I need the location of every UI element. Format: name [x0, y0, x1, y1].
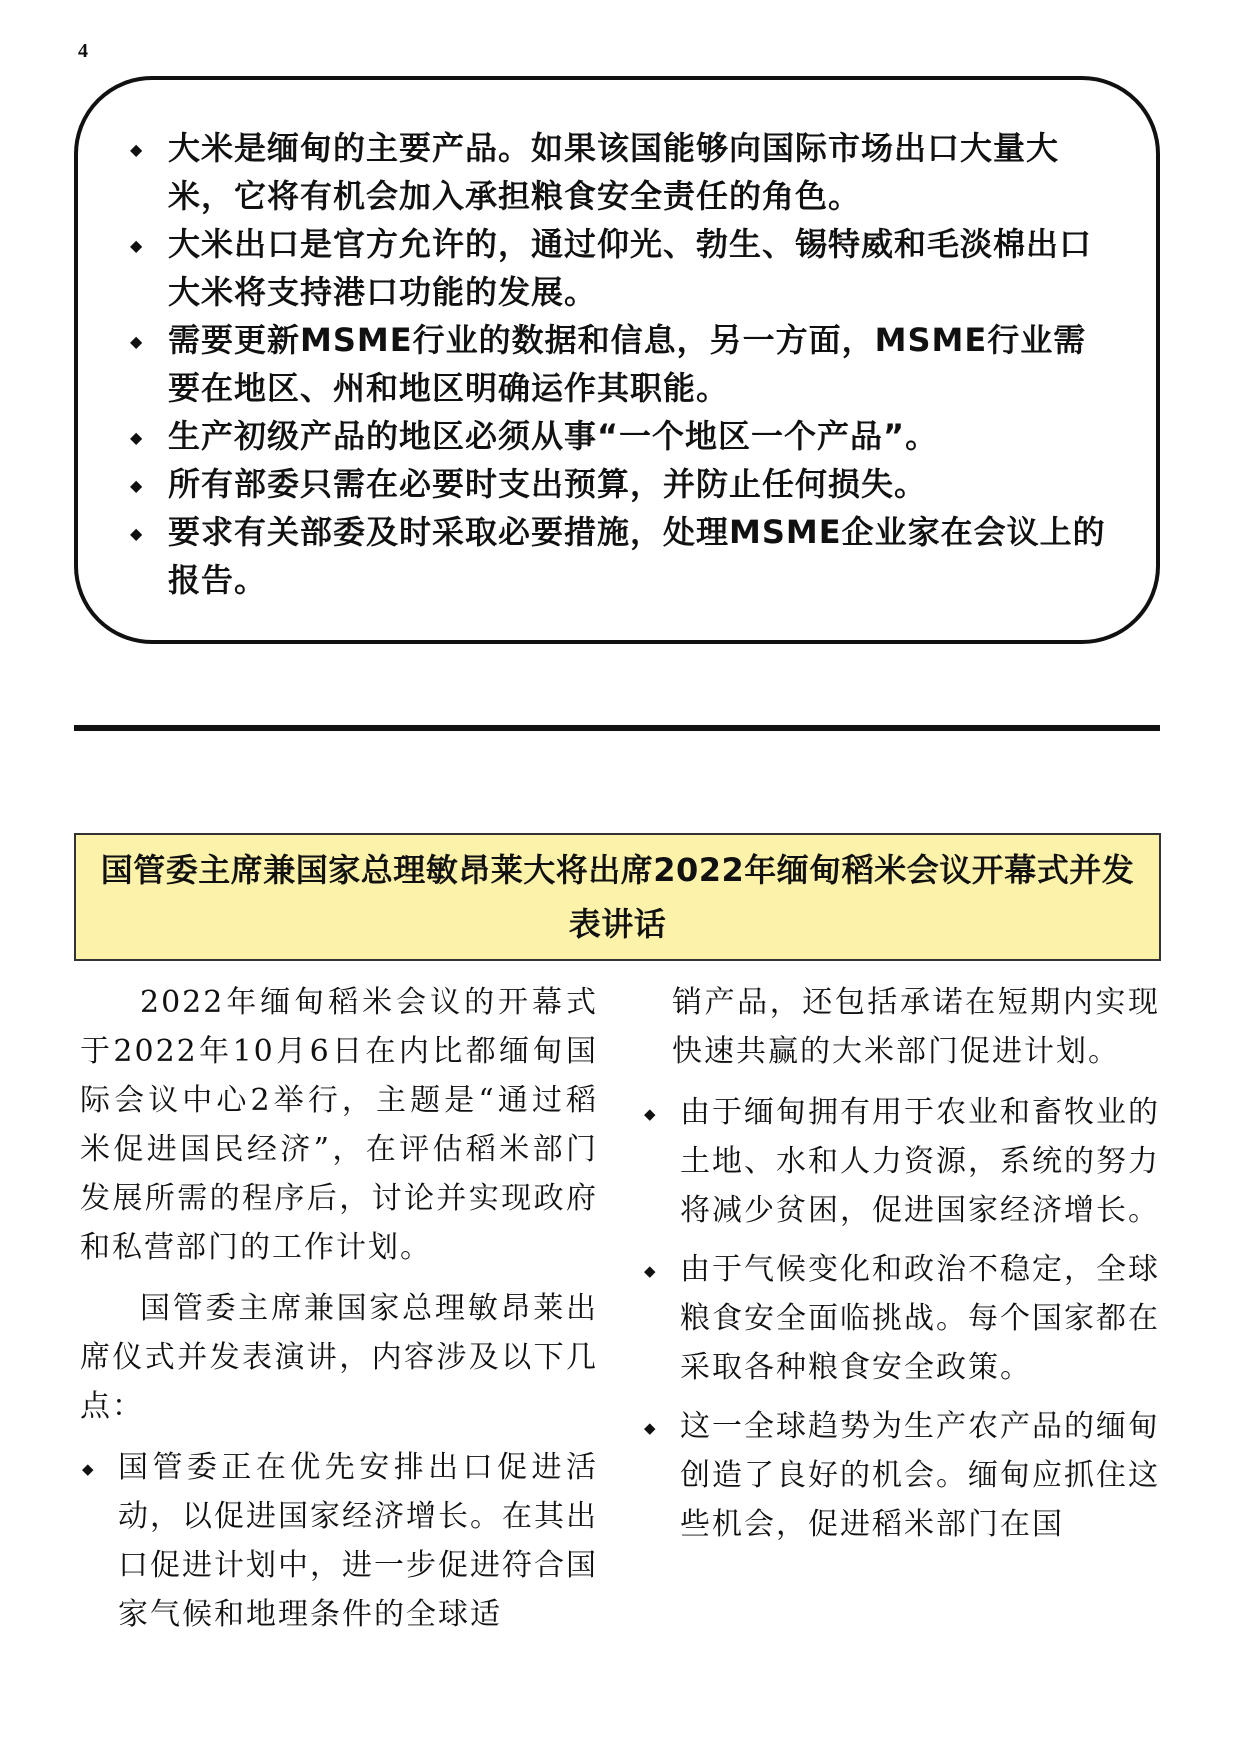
diamond-bullet-icon: ◆ [130, 236, 144, 255]
section-divider [74, 725, 1160, 731]
summary-bullet-5 [130, 460, 1116, 508]
article-left-column [80, 978, 598, 1649]
summary-bullet-text: 需要更新MSME行业的数据和信息，另一方面，MSME行业需要在地区、州和地区明确运作其职能。 [168, 321, 1087, 407]
diamond-bullet-icon: ◆ [130, 476, 144, 495]
diamond-bullet-icon: ◆ [644, 1105, 658, 1123]
diamond-bullet-icon: ◆ [130, 140, 144, 159]
summary-bullet-text: 生产初级产品的地区必须从事“一个地区一个产品”。 [168, 417, 939, 455]
article-bullet-text: 国管委正在优先安排出口促进活动，以促进国家经济增长。在其出口促进计划中，进一步促进符合国家气候和地理条件的全球适 [118, 1450, 598, 1632]
article-bullet-text: 由于缅甸拥有用于农业和畜牧业的土地、水和人力资源，系统的努力将减少贫困，促进国家经济增长。 [680, 1095, 1160, 1228]
diamond-bullet-icon: ◆ [130, 332, 144, 351]
summary-bullet-3 [130, 316, 1116, 412]
article-bullet-text: 由于气候变化和政治不稳定，全球粮食安全面临挑战。每个国家都在采取各种粮食安全政策。 [680, 1252, 1160, 1385]
summary-bullet-1 [130, 124, 1116, 220]
diamond-bullet-icon: ◆ [644, 1419, 658, 1437]
summary-bullet-text: 大米出口是官方允许的，通过仰光、勃生、锡特威和毛淡棉出口大米将支持港口功能的发展。 [168, 225, 1093, 311]
article-bullet-4 [642, 1402, 1160, 1549]
article-right-column [642, 978, 1160, 1559]
article-title-box [74, 833, 1161, 961]
summary-bullet-text: 大米是缅甸的主要产品。如果该国能够向国际市场出口大量大米，它将有机会加入承担粮食安全责任的角色。 [168, 129, 1060, 215]
article-bullet-1 [80, 1443, 598, 1639]
article-title: 国管委主席兼国家总理敏昂莱大将出席2022年缅甸稻米会议开幕式并发表讲话 [100, 851, 1135, 943]
summary-bullet-text: 要求有关部委及时采取必要措施，处理MSME企业家在会议上的报告。 [168, 513, 1106, 599]
summary-bullet-2 [130, 220, 1116, 316]
diamond-bullet-icon: ◆ [644, 1262, 658, 1280]
summary-box [74, 76, 1160, 644]
article-bullet-text: 这一全球趋势为生产农产品的缅甸创造了良好的机会。缅甸应抓住这些机会，促进稻米部门在国 [680, 1409, 1160, 1542]
summary-bullet-6 [130, 508, 1116, 604]
article-paragraph-2: 国管委主席兼国家总理敏昂莱出席仪式并发表演讲，内容涉及以下几点： [80, 1291, 598, 1424]
diamond-bullet-icon: ◆ [82, 1460, 96, 1478]
article-bullet-2 [642, 1088, 1160, 1235]
article-bullet-3 [642, 1245, 1160, 1392]
diamond-bullet-icon: ◆ [130, 524, 144, 543]
summary-bullet-4 [130, 412, 1116, 460]
summary-bullet-text: 所有部委只需在必要时支出预算，并防止任何损失。 [168, 465, 928, 503]
article-paragraph-1: 2022年缅甸稻米会议的开幕式于2022年10月6日在内比都缅甸国际会议中心2举行，主题是“通过稻米促进国民经济”，在评估稻米部门发展所需的程序后，讨论并实现政府和私营部门的工作计划。 [80, 985, 598, 1265]
article-continued-text: 销产品，还包括承诺在短期内实现快速共赢的大米部门促进计划。 [672, 985, 1160, 1069]
diamond-bullet-icon: ◆ [130, 428, 144, 447]
page-number: 4 [78, 40, 88, 62]
